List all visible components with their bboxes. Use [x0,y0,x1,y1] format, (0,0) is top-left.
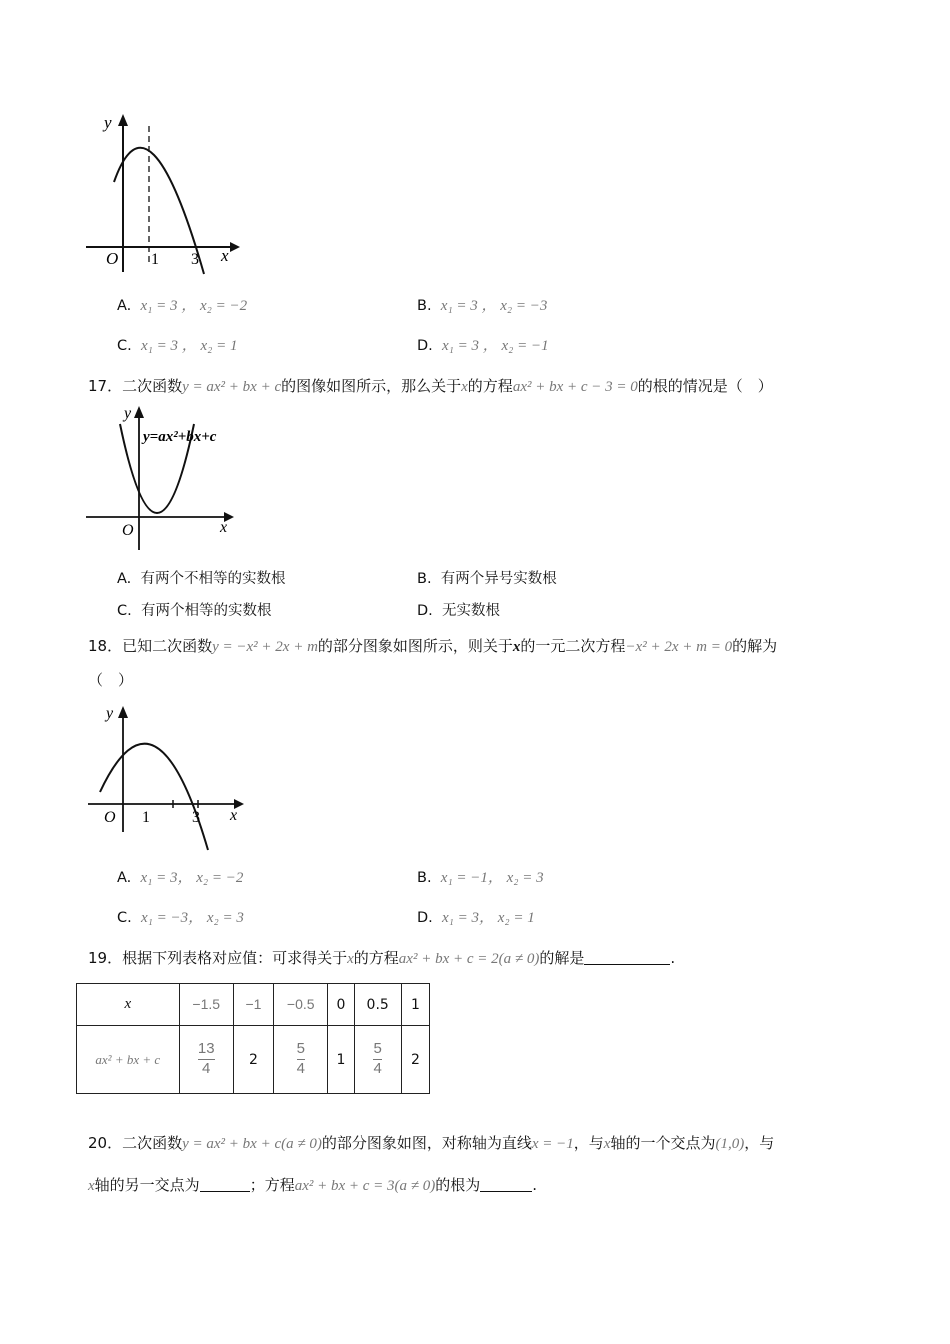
y-axis-label: y [106,705,114,722]
table-cell: 1 [401,984,429,1026]
table-cell [354,1026,401,1094]
origin-label: O [106,249,119,268]
table-cell: −1.5 [179,984,233,1026]
table-cell: 0.5 [354,984,401,1026]
table-cell [274,1026,328,1094]
q18-answer-paren: （ ） [88,671,134,689]
table-cell: 2 [233,1026,273,1094]
x-axis-label: x [230,807,238,824]
q17-option-a[interactable]: A. 有两个不相等的实数根 [117,571,286,587]
y-axis-arrow [118,114,128,126]
q19-question: 19．根据下列表格对应值：可求得关于x的方程ax² + bx + c = 2(a ≠ 0)的解是 . [88,949,676,967]
table-cell: −1 [233,984,273,1026]
curve-label: y=ax²+bx+c [143,429,217,445]
table-row-value [77,1026,430,1094]
tick-label-1: 1 [151,251,159,268]
q18-option-c[interactable]: C. x₁ = −3， x₂ = 3 [117,910,244,926]
table-row-x [77,984,430,1026]
y-axis-label: y [104,113,112,132]
tick-label-3: 3 [191,251,199,268]
fraction: $\frac{5}{4}$ [296,1040,305,1077]
table-cell: −0.5 [274,984,328,1026]
q16-option-c[interactable]: C. x₁ = 3 ， x₂ = 1 [117,338,238,354]
x-axis-label: x [220,519,228,536]
q17-question: 17．二次函数y = ax² + bx + c的图像如图所示，那么关于x的方程ax² + bx + c − 3 = 0的根的情况是（ ） [88,377,773,395]
y-axis-arrow [134,406,144,418]
q16-option-b[interactable]: B. x₁ = 3 ， x₂ = −3 [417,298,548,314]
x-axis-label: x [221,246,229,265]
q20-question-line2: x轴的另一交点为 ；方程ax² + bx + c = 3(a ≠ 0)的根为 . [88,1176,538,1194]
table-cell: 0 [328,984,354,1026]
table-cell: 1 [328,1026,354,1094]
table-head-x: x [77,984,180,1026]
q19-value-table [76,983,430,1094]
origin-label: O [104,809,116,826]
fraction: $\frac{13}{4}$ [197,1040,215,1077]
fraction: $\frac{5}{4}$ [373,1040,382,1077]
q16-option-a[interactable]: A. x₁ = 3 ， x₂ = −2 [117,298,248,314]
table-cell: 2 [401,1026,429,1094]
q17-graph [84,402,244,552]
q20-question-line1: 20．二次函数y = ax² + bx + c(a ≠ 0)的部分图象如图，对称轴为直线x = −1，与x轴的一个交点为(1,0)，与 [88,1134,775,1152]
q18-graph [86,702,246,852]
q19-answer-blank[interactable] [584,950,670,965]
q17-option-c[interactable]: C. 有两个相等的实数根 [117,603,272,619]
origin-label: O [122,522,134,539]
q20-answer-blank-2[interactable] [480,1177,532,1192]
q18-option-a[interactable]: A. x₁ = 3， x₂ = −2 [117,870,244,886]
q18-option-d[interactable]: D. x₁ = 3， x₂ = 1 [417,910,535,926]
tick-label-3: 3 [192,809,200,826]
q20-answer-blank-1[interactable] [200,1177,250,1192]
table-cell [179,1026,233,1094]
q16-option-d[interactable]: D. x₁ = 3 ， x₂ = −1 [417,338,549,354]
q17-option-d[interactable]: D. 无实数根 [417,603,500,619]
parabola [100,744,208,850]
x-axis-arrow [230,242,240,252]
q18-option-b[interactable]: B. x₁ = −1， x₂ = 3 [417,870,544,886]
y-axis-arrow [118,706,128,718]
q18-question: 18．已知二次函数y = −x² + 2x + m的部分图象如图所示，则关于x的一元二次方程−x² + 2x + m = 0的解为 [88,637,778,655]
q16-graph [80,112,240,277]
tick-label-1: 1 [142,809,150,826]
y-axis-label: y [124,405,132,422]
q17-option-b[interactable]: B. 有两个异号实数根 [417,571,557,587]
table-head-expression: ax² + bx + c [77,1026,180,1094]
